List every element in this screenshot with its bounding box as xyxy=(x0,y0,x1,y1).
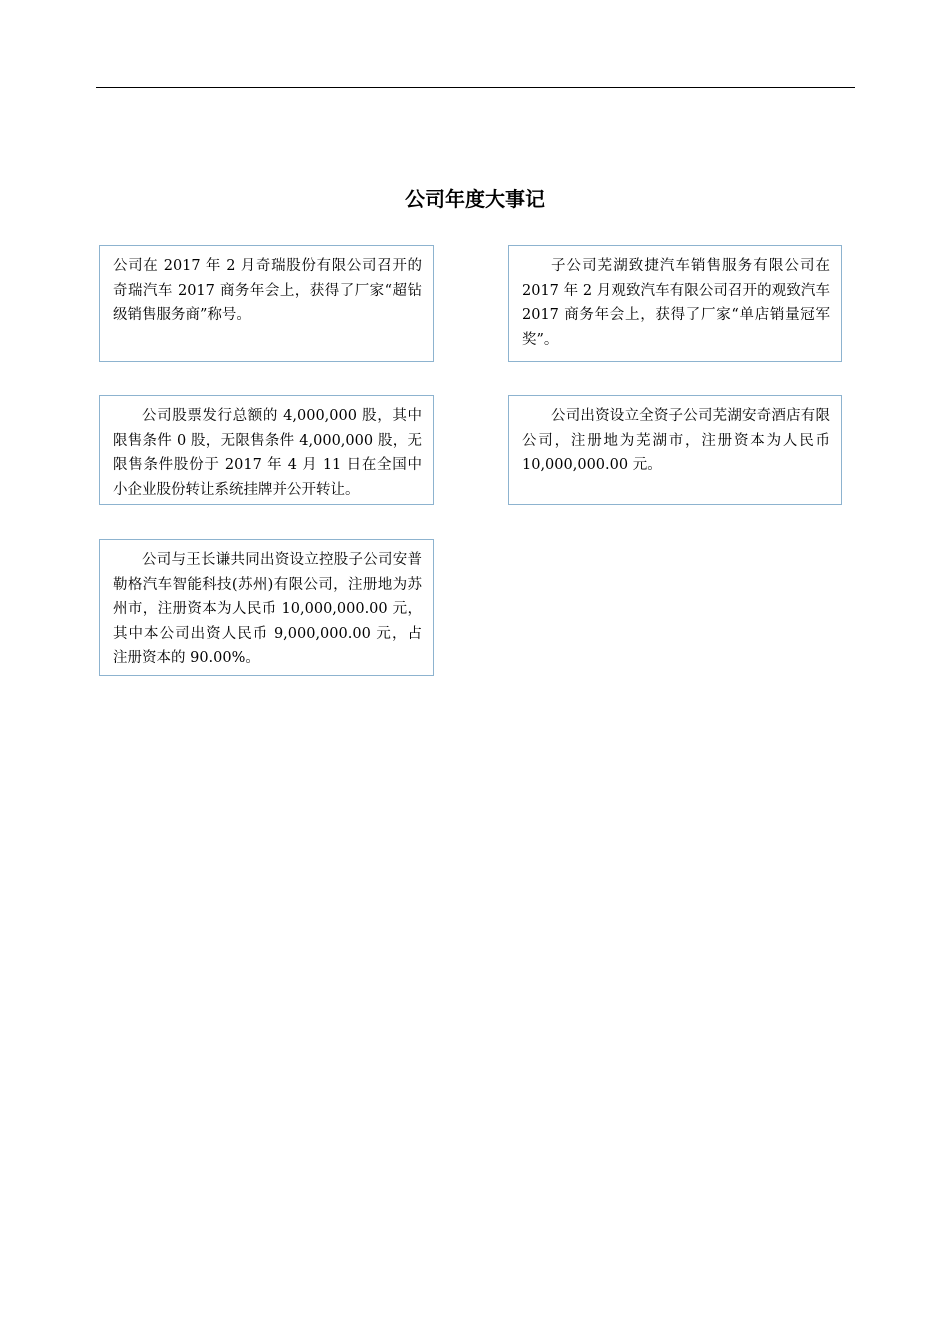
page-title: 公司年度大事记 xyxy=(405,187,545,211)
header-rule xyxy=(96,87,855,88)
event-box-3 xyxy=(99,395,434,505)
event-box-5 xyxy=(99,539,434,676)
event-text: 公司出资设立全资子公司芜湖安奇酒店有限公司，注册地为芜湖市，注册资本为人民币 10,000,000.00 元。 xyxy=(522,408,830,474)
event-text: 公司股票发行总额的 4,000,000 股，其中限售条件 0 股，无限售条件 4,000,000 股，无限售条件股份于 2017 年 4 月 11 日在全国中小企业股份转让系统挂牌并公开转让。 xyxy=(113,408,422,498)
event-box-4 xyxy=(508,395,842,505)
event-box-2 xyxy=(508,245,842,362)
event-text: 公司在 2017 年 2 月奇瑞股份有限公司召开的奇瑞汽车 2017 商务年会上，获得了厂家“超钻级销售服务商”称号。 xyxy=(113,258,422,324)
event-box-1 xyxy=(99,245,434,362)
event-text: 公司与王长谦共同出资设立控股子公司安普勒格汽车智能科技(苏州)有限公司，注册地为苏州市，注册资本为人民币 10,000,000.00 元，其中本公司出资人民币 9,000,000.00 元，占注册资本的 90.00%。 xyxy=(113,552,422,667)
event-text: 子公司芜湖致捷汽车销售服务有限公司在 2017 年 2 月观致汽车有限公司召开的观致汽车 2017 商务年会上，获得了厂家“单店销量冠军奖”。 xyxy=(522,258,830,348)
